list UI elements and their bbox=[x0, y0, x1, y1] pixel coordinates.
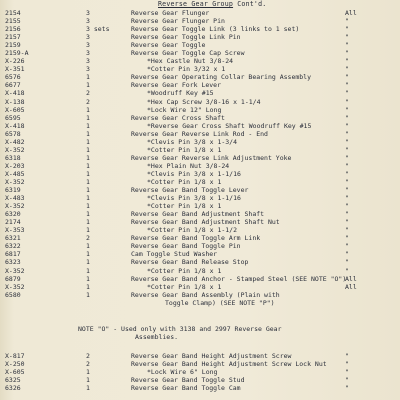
parts-row bbox=[0, 291, 400, 299]
description: *Lock Wire 6" Long bbox=[147, 368, 218, 377]
model-column: " bbox=[345, 129, 349, 138]
part-number: X-605 bbox=[5, 368, 25, 377]
description: Reverse Gear Band Height Adjustment Screw bbox=[131, 352, 292, 360]
quantity: 3 bbox=[86, 17, 90, 26]
quantity: 3 bbox=[86, 57, 90, 66]
parts-row bbox=[0, 73, 400, 81]
description: Reverse Gear Toggle Link (3 links to 1 set) bbox=[131, 25, 300, 34]
description: *Hex Plain Nut 3/8-24 bbox=[147, 161, 230, 170]
note-o bbox=[78, 325, 378, 341]
parts-row bbox=[0, 186, 400, 194]
parts-row bbox=[0, 98, 400, 106]
parts-row bbox=[0, 138, 400, 146]
model-column: " bbox=[345, 113, 349, 122]
part-number: X-418 bbox=[5, 89, 25, 98]
quantity: 2 bbox=[86, 360, 90, 369]
model-column: " bbox=[345, 226, 349, 235]
model-column: " bbox=[345, 57, 349, 66]
parts-row bbox=[0, 299, 400, 307]
part-number: 6323 bbox=[5, 258, 21, 267]
note-o-line1: NOTE "O" - Used only with 3138 and 2997 Reverse Gear bbox=[78, 325, 282, 333]
quantity: 3 bbox=[86, 49, 90, 58]
description: *Lock Wire 12" Long bbox=[147, 105, 222, 114]
page-title bbox=[158, 0, 266, 8]
description: *Hex Cap Screw 3/8-16 x 1-1/4 bbox=[147, 97, 261, 106]
quantity: 1 bbox=[86, 105, 90, 114]
quantity: 3 bbox=[86, 9, 90, 17]
parts-row bbox=[0, 146, 400, 154]
model-column: " bbox=[345, 169, 349, 178]
description: Reverse Gear Toggle Link Pin bbox=[131, 33, 241, 42]
quantity: 1 bbox=[86, 368, 90, 377]
description: *Cotter Pin 1/8 x 1 bbox=[147, 177, 222, 186]
parts-row bbox=[0, 384, 400, 392]
model-column: " bbox=[345, 258, 349, 267]
model-column: " bbox=[345, 161, 349, 170]
parts-row bbox=[0, 154, 400, 162]
description: *Clevis Pin 3/8 x 1-1/16 bbox=[147, 194, 241, 203]
parts-list-continued bbox=[0, 352, 400, 392]
parts-row bbox=[0, 352, 400, 360]
quantity: 3 bbox=[86, 65, 90, 74]
part-number: X-483 bbox=[5, 194, 25, 203]
model-column: All bbox=[345, 9, 357, 17]
parts-row bbox=[0, 226, 400, 234]
model-column: " bbox=[345, 25, 349, 34]
parts-row bbox=[0, 283, 400, 291]
part-number: X-352 bbox=[5, 202, 25, 211]
part-number: 6326 bbox=[5, 384, 21, 393]
part-number: 6677 bbox=[5, 81, 21, 90]
model-column: " bbox=[345, 266, 349, 275]
quantity: 1 bbox=[86, 177, 90, 186]
parts-row bbox=[0, 17, 400, 25]
part-number: 6319 bbox=[5, 186, 21, 195]
parts-row bbox=[0, 360, 400, 368]
parts-row bbox=[0, 267, 400, 275]
quantity: 1 bbox=[86, 121, 90, 130]
part-number: X-203 bbox=[5, 161, 25, 170]
parts-row bbox=[0, 106, 400, 114]
part-number: X-418 bbox=[5, 121, 25, 130]
parts-row bbox=[0, 89, 400, 97]
part-number: 2156 bbox=[5, 25, 21, 34]
quantity: 1 bbox=[86, 161, 90, 170]
quantity: 2 bbox=[86, 234, 90, 243]
quantity: 3 sets bbox=[86, 25, 110, 34]
part-number: X-138 bbox=[5, 97, 25, 106]
model-column: " bbox=[345, 360, 349, 369]
parts-row bbox=[0, 242, 400, 250]
description: Reverse Gear Reverse Link Adjustment Yoke bbox=[131, 153, 292, 162]
part-number: 2157 bbox=[5, 33, 21, 42]
part-number: X-817 bbox=[5, 352, 25, 360]
quantity: 3 bbox=[86, 41, 90, 50]
part-number: 6879 bbox=[5, 274, 21, 283]
quantity: 2 bbox=[86, 89, 90, 98]
model-column: " bbox=[345, 376, 349, 385]
description: Reverse Gear Band Toggle Pin bbox=[131, 242, 241, 251]
part-number: 6320 bbox=[5, 210, 21, 219]
description: Reverse Gear Band Adjustment Shaft bbox=[131, 210, 265, 219]
part-number: 6576 bbox=[5, 73, 21, 82]
quantity: 2 bbox=[86, 352, 90, 360]
description: *Cotter Pin 3/32 x 1 bbox=[147, 65, 226, 74]
model-column: " bbox=[345, 210, 349, 219]
model-column: " bbox=[345, 33, 349, 42]
part-number: X-352 bbox=[5, 266, 25, 275]
model-column: " bbox=[345, 194, 349, 203]
parts-row bbox=[0, 275, 400, 283]
quantity: 1 bbox=[86, 218, 90, 227]
part-number: 6325 bbox=[5, 376, 21, 385]
quantity: 1 bbox=[86, 242, 90, 251]
part-number: X-353 bbox=[5, 226, 25, 235]
model-column: " bbox=[345, 218, 349, 227]
parts-row bbox=[0, 258, 400, 266]
quantity: 1 bbox=[86, 210, 90, 219]
model-column: " bbox=[345, 177, 349, 186]
part-number: X-352 bbox=[5, 282, 25, 291]
quantity: 1 bbox=[86, 145, 90, 154]
quantity: 1 bbox=[86, 137, 90, 146]
description: Reverse Gear Flunger Pin bbox=[131, 17, 225, 26]
note-o-line2: Assemblies. bbox=[135, 333, 179, 341]
model-column: " bbox=[345, 242, 349, 251]
model-column: " bbox=[345, 250, 349, 259]
model-column: " bbox=[345, 73, 349, 82]
model-column: " bbox=[345, 153, 349, 162]
part-number: 6580 bbox=[5, 290, 21, 299]
parts-row bbox=[0, 9, 400, 17]
model-column: " bbox=[345, 368, 349, 377]
part-number: X-351 bbox=[5, 65, 25, 74]
description: Reverse Gear Band Anchor - Stamped Steel (SEE NOTE "O") bbox=[131, 274, 347, 283]
quantity: 1 bbox=[86, 274, 90, 283]
parts-row bbox=[0, 81, 400, 89]
description: *Clevis Pin 3/8 x 1-1/16 bbox=[147, 169, 241, 178]
part-number: 2159 bbox=[5, 41, 21, 50]
quantity: 2 bbox=[86, 97, 90, 106]
description: Reverse Gear Band Toggle Lever bbox=[131, 186, 249, 195]
part-number: 6595 bbox=[5, 113, 21, 122]
description: Reverse Gear Operating Collar Bearing Assembly bbox=[131, 73, 312, 82]
quantity: 1 bbox=[86, 258, 90, 267]
description: *Cotter Pin 1/8 x 1 bbox=[147, 266, 222, 275]
parts-row bbox=[0, 368, 400, 376]
description: *Cotter Pin 1/8 x 1 bbox=[147, 145, 222, 154]
part-number: 6322 bbox=[5, 242, 21, 251]
model-column: " bbox=[345, 97, 349, 106]
parts-row bbox=[0, 65, 400, 73]
quantity: 3 bbox=[86, 33, 90, 42]
model-column: " bbox=[345, 186, 349, 195]
parts-row bbox=[0, 250, 400, 258]
model-column: " bbox=[345, 137, 349, 146]
parts-row bbox=[0, 114, 400, 122]
parts-row bbox=[0, 178, 400, 186]
parts-row bbox=[0, 130, 400, 138]
parts-row bbox=[0, 41, 400, 49]
part-number: 6578 bbox=[5, 129, 21, 138]
parts-row bbox=[0, 234, 400, 242]
parts-row bbox=[0, 57, 400, 65]
description: *Clevis Pin 3/8 x 1-3/4 bbox=[147, 137, 238, 146]
parts-list bbox=[0, 9, 400, 307]
description: *Reverse Gear Cross Shaft Woodruff Key #15 bbox=[147, 121, 312, 130]
quantity: 1 bbox=[86, 153, 90, 162]
model-column: " bbox=[345, 202, 349, 211]
model-column: " bbox=[345, 81, 349, 90]
part-number: X-250 bbox=[5, 360, 25, 369]
description: Reverse Gear Band Toggle Arm Link bbox=[131, 234, 261, 243]
model-column: All bbox=[345, 274, 357, 283]
model-column: " bbox=[345, 17, 349, 26]
parts-row bbox=[0, 33, 400, 41]
description: *Woodruff Key #15 bbox=[147, 89, 214, 98]
parts-row bbox=[0, 170, 400, 178]
model-column: " bbox=[345, 384, 349, 393]
model-column: " bbox=[345, 352, 349, 360]
quantity: 1 bbox=[86, 376, 90, 385]
quantity: 1 bbox=[86, 194, 90, 203]
model-column: " bbox=[345, 121, 349, 130]
quantity: 1 bbox=[86, 226, 90, 235]
quantity: 1 bbox=[86, 113, 90, 122]
part-number: X-352 bbox=[5, 177, 25, 186]
model-column: " bbox=[345, 41, 349, 50]
title-cont: Cont'd. bbox=[237, 0, 267, 8]
description: *Cotter Pin 1/8 x 1 bbox=[147, 202, 222, 211]
parts-row bbox=[0, 25, 400, 33]
quantity: 1 bbox=[86, 169, 90, 178]
quantity: 1 bbox=[86, 73, 90, 82]
parts-row bbox=[0, 194, 400, 202]
quantity: 1 bbox=[86, 250, 90, 259]
model-column: " bbox=[345, 49, 349, 58]
part-number: X-605 bbox=[5, 105, 25, 114]
description: Reverse Gear Band Toggle Cam bbox=[131, 384, 241, 393]
parts-row bbox=[0, 218, 400, 226]
parts-row bbox=[0, 49, 400, 57]
model-column: All bbox=[345, 282, 357, 291]
description: Reverse Gear Band Toggle Stud bbox=[131, 376, 245, 385]
description: Reverse Gear Fork Lever bbox=[131, 81, 222, 90]
description: *Hex Castle Nut 3/8-24 bbox=[147, 57, 234, 66]
description: Cam Toggle Stud Washer bbox=[131, 250, 218, 259]
model-column: " bbox=[345, 105, 349, 114]
description: *Cotter Pin 1/8 x 1 bbox=[147, 282, 222, 291]
part-number: 2159-A bbox=[5, 49, 29, 58]
parts-row bbox=[0, 376, 400, 384]
parts-row bbox=[0, 202, 400, 210]
description: Reverse Gear Cross Shaft bbox=[131, 113, 225, 122]
description: Reverse Gear Band Release Stop bbox=[131, 258, 249, 267]
part-number: 6318 bbox=[5, 153, 21, 162]
part-number: X-352 bbox=[5, 145, 25, 154]
model-column: " bbox=[345, 65, 349, 74]
quantity: 1 bbox=[86, 384, 90, 393]
parts-row bbox=[0, 162, 400, 170]
title-main: Reverse Gear Group bbox=[158, 0, 234, 8]
description: *Cotter Pin 1/8 x 1-1/2 bbox=[147, 226, 238, 235]
quantity: 1 bbox=[86, 81, 90, 90]
model-column: " bbox=[345, 145, 349, 154]
description: Reverse Gear Band Height Adjustment Screw Lock Nut bbox=[131, 360, 327, 369]
part-number: 2155 bbox=[5, 17, 21, 26]
model-column: " bbox=[345, 89, 349, 98]
parts-row bbox=[0, 210, 400, 218]
part-number: 2174 bbox=[5, 218, 21, 227]
part-number: 6321 bbox=[5, 234, 21, 243]
quantity: 1 bbox=[86, 186, 90, 195]
model-column: " bbox=[345, 234, 349, 243]
part-number: X-485 bbox=[5, 169, 25, 178]
quantity: 1 bbox=[86, 202, 90, 211]
part-number: X-482 bbox=[5, 137, 25, 146]
part-number: 6817 bbox=[5, 250, 21, 259]
description: Reverse Gear Band Assembly (Plain with bbox=[131, 290, 280, 299]
quantity: 1 bbox=[86, 290, 90, 299]
description: Reverse Gear Flunger bbox=[131, 9, 210, 17]
description: Toggle Clamp) (SEE NOTE "P") bbox=[165, 298, 275, 307]
part-number: X-226 bbox=[5, 57, 25, 66]
description: Reverse Gear Reverse Link Rod - End bbox=[131, 129, 268, 138]
quantity: 1 bbox=[86, 266, 90, 275]
description: Reverse Gear Toggle Cap Screw bbox=[131, 49, 245, 58]
quantity: 1 bbox=[86, 282, 90, 291]
description: Reverse Gear Toggle bbox=[131, 41, 206, 50]
parts-row bbox=[0, 122, 400, 130]
quantity: 1 bbox=[86, 129, 90, 138]
part-number: 2154 bbox=[5, 9, 21, 17]
description: Reverse Gear Band Adjustment Shaft Nut bbox=[131, 218, 280, 227]
